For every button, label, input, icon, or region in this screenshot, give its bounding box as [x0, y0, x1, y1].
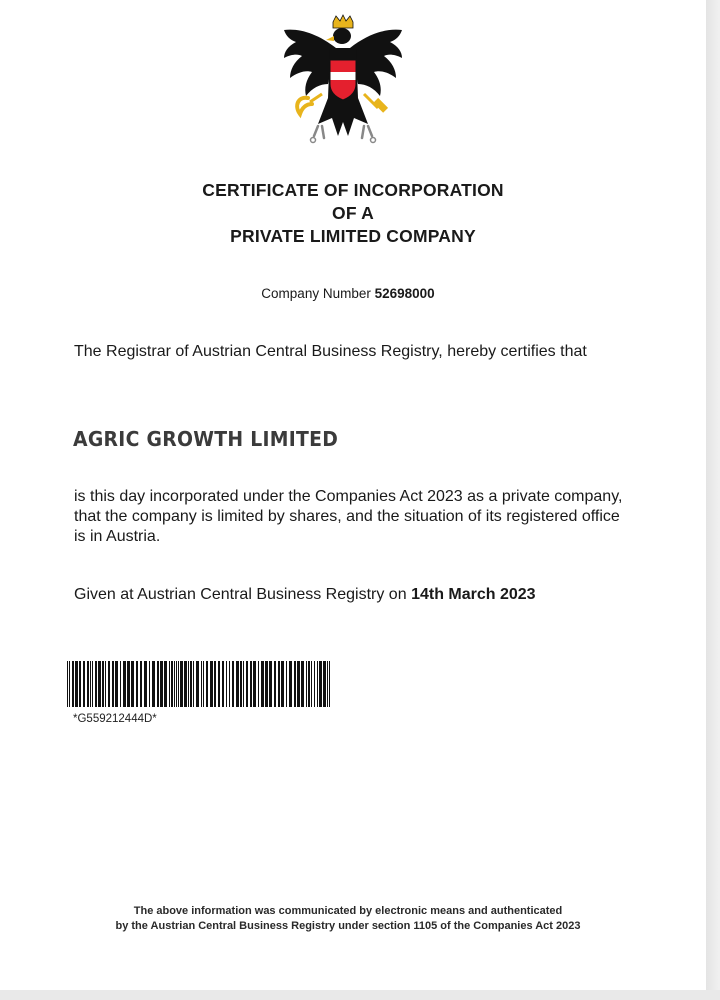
title-line-3: PRIVATE LIMITED COMPANY — [230, 226, 476, 246]
barcode-bar — [201, 661, 202, 707]
barcode-bar — [206, 661, 208, 707]
certifies-text: The Registrar of Austrian Central Business Registry, hereby certifies that — [74, 343, 587, 360]
barcode-bar — [278, 661, 280, 707]
barcode-bar — [301, 661, 304, 707]
barcode-bar — [203, 661, 204, 707]
barcode-bar — [127, 661, 130, 707]
barcode-bar — [149, 661, 150, 707]
barcode-bar — [83, 661, 85, 707]
barcode-bar — [67, 661, 68, 707]
barcode-bar — [164, 661, 167, 707]
title-line-2: OF A — [332, 203, 374, 223]
barcode-bar — [98, 661, 101, 707]
barcode-bar — [190, 661, 192, 707]
barcode-bar — [112, 661, 114, 707]
barcode-bar — [178, 661, 179, 707]
barcode-bar — [144, 661, 147, 707]
company-number-line — [0, 286, 696, 301]
barcode-bar — [236, 661, 239, 707]
barcode-bar — [274, 661, 276, 707]
incorporation-text: is this day incorporated under the Companies Act 2023 as a private company, that the company is limited by shares, and the situation of its registered office is in Austria. — [74, 488, 623, 545]
barcode-bar — [289, 661, 292, 707]
barcode-bar — [226, 661, 227, 707]
barcode-bar — [169, 661, 170, 707]
barcode-bar — [102, 661, 104, 707]
barcode-bar — [232, 661, 234, 707]
given-at-text: Given at Austrian Central Business Registry on — [74, 586, 407, 603]
barcode-bar — [218, 661, 220, 707]
barcode-bar — [136, 661, 138, 707]
page-bottom-shadow — [0, 990, 720, 1000]
barcode-bar — [243, 661, 244, 707]
austrian-eagle-coat-of-arms-icon — [278, 14, 408, 154]
barcode-bar — [79, 661, 81, 707]
barcode-bar — [246, 661, 248, 707]
barcode-bar — [311, 661, 312, 707]
barcode-bar — [258, 661, 259, 707]
barcode-bar — [306, 661, 307, 707]
barcode-bar — [253, 661, 256, 707]
barcode-bar — [108, 661, 110, 707]
barcode-bar — [261, 661, 264, 707]
barcode-bar — [188, 661, 189, 707]
barcode-bar — [140, 661, 142, 707]
barcode-bar — [90, 661, 91, 707]
footer-line-1: The above information was communicated by electronic means and authenticated — [133, 905, 563, 917]
barcode-bar — [171, 661, 173, 707]
company-number-value: 52698000 — [374, 286, 435, 301]
barcode-bar — [297, 661, 300, 707]
barcode-bar — [214, 661, 216, 707]
barcode-bar — [327, 661, 328, 707]
barcode-bar — [250, 661, 252, 707]
page-edge-shadow — [706, 0, 720, 1000]
barcode-bar — [317, 661, 318, 707]
barcode-bar — [120, 661, 121, 707]
barcode-code: *G559212444D* — [73, 713, 157, 725]
company-name: AGRIC GROWTH LIMITED — [73, 427, 339, 451]
barcode-bar — [69, 661, 70, 707]
barcode-bar — [95, 661, 97, 707]
barcode-bar — [105, 661, 106, 707]
barcode-bar — [323, 661, 326, 707]
given-at-line — [74, 585, 634, 605]
barcode-bar — [281, 661, 284, 707]
title-line-1: CERTIFICATE OF INCORPORATION — [202, 180, 504, 200]
barcode-bar — [160, 661, 163, 707]
barcode-bar — [319, 661, 322, 707]
barcode-bar — [269, 661, 272, 707]
barcode-bar — [196, 661, 199, 707]
barcode-bar — [180, 661, 183, 707]
barcode-bar — [294, 661, 296, 707]
barcode-bar — [265, 661, 268, 707]
barcode-bar — [308, 661, 310, 707]
barcode-bar — [174, 661, 175, 707]
barcode-bar — [314, 661, 315, 707]
barcode-bar — [176, 661, 177, 707]
barcode-bar — [123, 661, 126, 707]
barcode-bar — [152, 661, 155, 707]
barcode-bar — [329, 661, 330, 707]
company-number-label: Company Number — [261, 286, 371, 301]
barcode-bar — [131, 661, 134, 707]
barcode-bar — [72, 661, 74, 707]
footer-note — [0, 904, 696, 933]
barcode-bar — [75, 661, 78, 707]
barcode-bar — [229, 661, 230, 707]
barcode — [67, 661, 330, 707]
barcode-bar — [115, 661, 118, 707]
given-date: 14th March 2023 — [411, 586, 536, 603]
barcode-bar — [286, 661, 287, 707]
barcode-bar — [222, 661, 224, 707]
barcode-bar — [193, 661, 194, 707]
barcode-bar — [92, 661, 93, 707]
barcode-bar — [240, 661, 242, 707]
barcode-bar — [184, 661, 187, 707]
certificate-title — [0, 179, 706, 248]
barcode-bar — [157, 661, 159, 707]
barcode-bar — [87, 661, 89, 707]
footer-line-2: by the Austrian Central Business Registry under section 1105 of the Companies Act 2023 — [115, 919, 581, 932]
barcode-bar — [210, 661, 213, 707]
